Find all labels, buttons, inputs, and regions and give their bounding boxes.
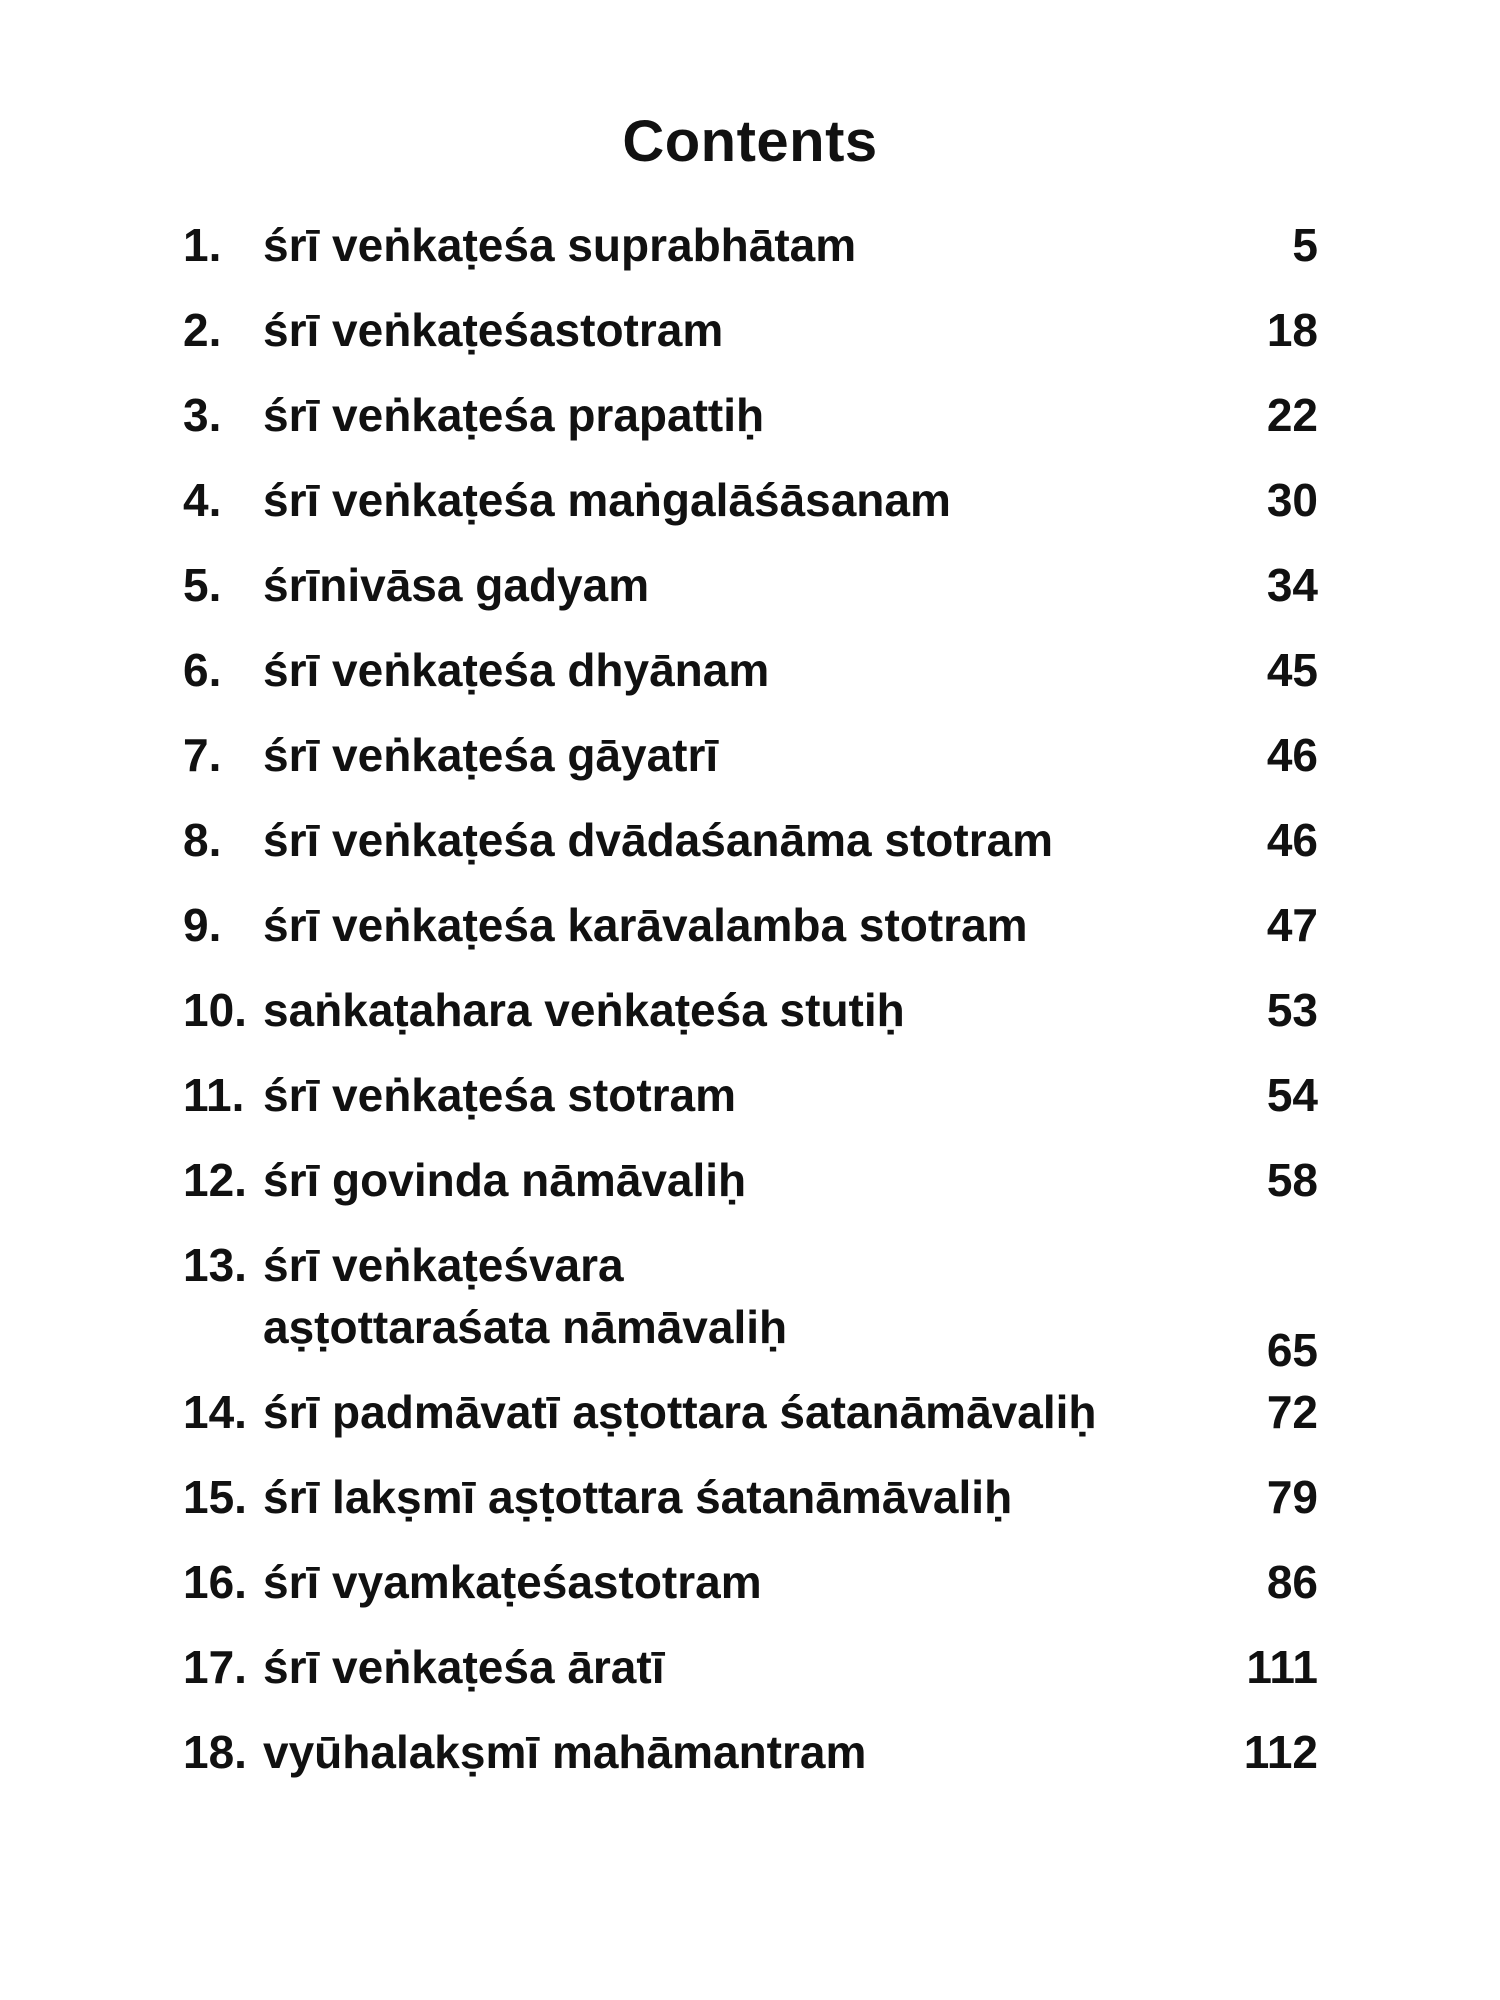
entry-page: 34 <box>1266 559 1318 611</box>
toc-entry <box>183 1150 1318 1235</box>
entry-number: 8. <box>183 814 222 866</box>
entry-page: 18 <box>1266 304 1318 356</box>
page-title: Contents <box>622 109 878 174</box>
entry-page: 22 <box>1266 389 1318 441</box>
toc-entry <box>183 980 1318 1065</box>
entry-page: 53 <box>1266 984 1318 1036</box>
toc-entry <box>183 1382 1318 1467</box>
entry-title: śrī veṅkaṭeśa stotram <box>263 1069 737 1121</box>
entry-title: śrī vyamkaṭeśastotram <box>263 1556 762 1608</box>
entry-title: śrī padmāvatī aṣṭottara śatanāmāvaliḥ <box>263 1386 1097 1438</box>
entry-page: 86 <box>1266 1556 1318 1608</box>
entry-number: 7. <box>183 729 222 781</box>
entry-number: 2. <box>183 304 222 356</box>
toc-entry <box>183 555 1318 640</box>
entry-page: 45 <box>1266 644 1318 696</box>
toc-entry <box>183 1637 1318 1722</box>
entry-page: 79 <box>1266 1471 1318 1523</box>
entry-title: śrī veṅkaṭeśa dvādaśanāma stotram <box>263 814 1054 866</box>
toc-entry <box>183 1552 1318 1637</box>
entry-number: 11. <box>183 1069 245 1121</box>
toc-entry <box>183 1722 1318 1807</box>
entry-title: śrī govinda nāmāvaliḥ <box>263 1154 747 1206</box>
entry-number: 15. <box>183 1471 247 1523</box>
entry-title: śrī veṅkaṭeśa dhyānam <box>263 644 770 696</box>
entry-title: vyūhalakṣmī mahāmantram <box>263 1726 867 1778</box>
entry-number: 5. <box>183 559 222 611</box>
toc-entry <box>183 215 1318 300</box>
entry-title: śrī veṅkaṭeśa prapattiḥ <box>263 389 765 441</box>
entry-page: 72 <box>1266 1386 1318 1438</box>
entry-number: 3. <box>183 389 222 441</box>
entry-page: 30 <box>1266 474 1318 526</box>
entry-number: 17. <box>183 1641 247 1693</box>
entry-title: saṅkaṭahara veṅkaṭeśa stutiḥ <box>263 984 905 1036</box>
entry-title-line2: aṣṭottaraśata nāmāvaliḥ <box>263 1301 788 1353</box>
entry-page: 111 <box>1246 1641 1318 1693</box>
entry-title: śrī veṅkaṭeśa suprabhātam <box>263 219 857 271</box>
entry-page: 46 <box>1266 729 1318 781</box>
entry-page: 5 <box>1292 219 1318 271</box>
entry-number: 1. <box>183 219 222 271</box>
entry-page: 54 <box>1266 1069 1318 1121</box>
entry-number: 4. <box>183 474 222 526</box>
entry-title: śrīnivāsa gadyam <box>263 559 650 611</box>
entry-number: 12. <box>183 1154 247 1206</box>
toc-entry <box>183 895 1318 980</box>
entry-title: śrī lakṣmī aṣṭottara śatanāmāvaliḥ <box>263 1471 1013 1523</box>
toc-entry <box>183 640 1318 725</box>
toc-entry <box>183 385 1318 470</box>
entry-title: śrī veṅkaṭeśa āratī <box>263 1641 665 1693</box>
toc-entry <box>183 300 1318 385</box>
entry-number: 13. <box>183 1239 247 1291</box>
entry-number: 6. <box>183 644 222 696</box>
toc-entry <box>183 1467 1318 1552</box>
entry-title: śrī veṅkaṭeśa maṅgalāśāsanam <box>263 474 951 526</box>
entry-number: 18. <box>183 1726 247 1778</box>
entry-page: 46 <box>1266 814 1318 866</box>
toc-list <box>183 215 1318 1807</box>
toc-entry <box>183 725 1318 810</box>
entry-number: 16. <box>183 1556 247 1608</box>
toc-entry <box>183 1065 1318 1150</box>
entry-title: śrī veṅkaṭeśa karāvalamba stotram <box>263 899 1028 951</box>
toc-entry <box>183 1235 1318 1382</box>
entry-title-line1: śrī veṅkaṭeśvara <box>263 1239 624 1291</box>
entry-title: śrī veṅkaṭeśa gāyatrī <box>263 729 719 781</box>
toc-entry <box>183 470 1318 555</box>
entry-page: 47 <box>1266 899 1318 951</box>
entry-number: 9. <box>183 899 222 951</box>
entry-number: 10. <box>183 984 247 1036</box>
entry-title <box>263 1235 1223 1357</box>
entry-number: 14. <box>183 1386 247 1438</box>
entry-page: 58 <box>1266 1154 1318 1206</box>
toc-entry <box>183 810 1318 895</box>
entry-page: 112 <box>1243 1726 1318 1778</box>
entry-title: śrī veṅkaṭeśastotram <box>263 304 724 356</box>
entry-page: 65 <box>1266 1324 1318 1376</box>
